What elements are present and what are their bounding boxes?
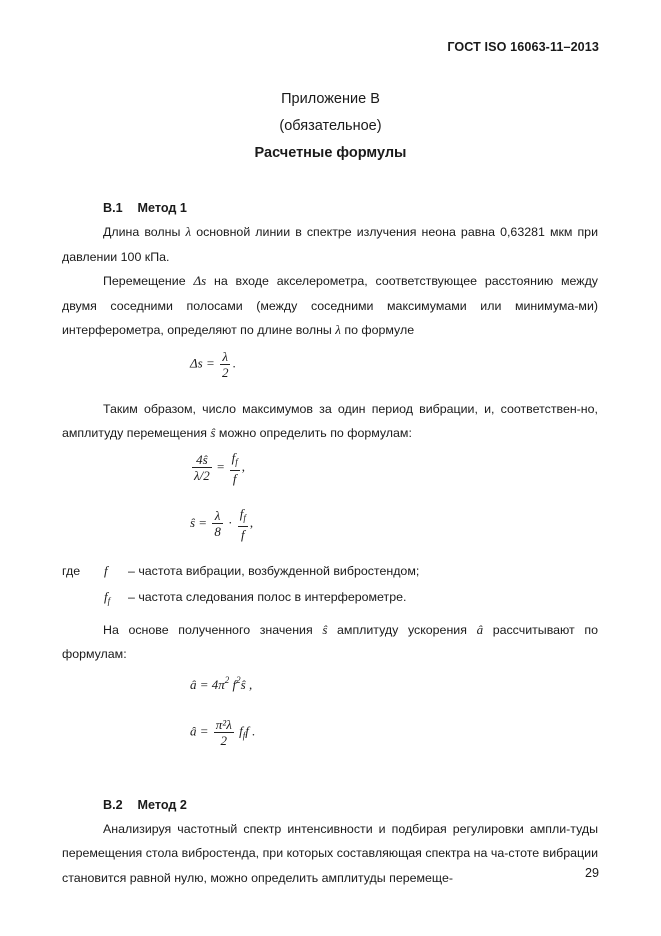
where-row-ff: $f_f$ – частота следования полос в интерферометре. — [62, 584, 598, 614]
where-label: где — [62, 563, 81, 578]
paragraph-wavelength: Длина волны λ основной линии в спектре излучения неона равна 0,63281 мкм при давлении 100 кПа. — [62, 224, 598, 264]
section-1-title: Метод 1 — [137, 201, 187, 215]
s-hat-symbol: ŝ — [322, 621, 328, 637]
paragraph-method-2: Анализируя частотный спектр интенсивности и подбирая регулировки ампли-туды перемещения стола вибростенда, при которых составляющая спектра на ча-стоте вибрации становится равной нулю, можно определить амплитуды перемеще- — [62, 821, 598, 885]
appendix-subject: Расчетные формулы — [254, 145, 407, 161]
section-1-number: В.1 — [103, 201, 123, 215]
document-body — [62, 196, 598, 890]
section-2-number: В.2 — [103, 797, 123, 812]
section-2-heading — [103, 793, 598, 817]
paragraph-max-count: Таким образом, число максимумов за один период вибрации, и, соответствен-но, амплитуду перемещения ŝ можно определить по формулам: — [62, 401, 598, 440]
where-row-f: где f – частота вибрации, возбужденной вибростендом; — [62, 558, 598, 584]
ff-symbol: $f_f$ — [104, 588, 111, 606]
delta-s-symbol: Δs — [193, 273, 207, 288]
formula-a-hat-1: â = $4\pi^2$ $f^2ŝ$ , — [190, 674, 253, 692]
f-symbol: f — [104, 562, 108, 578]
appendix-title — [0, 86, 661, 167]
lambda-symbol: λ — [335, 322, 341, 337]
section-1-heading — [103, 196, 598, 220]
standard-code: ГОСТ ISO 16063-11–2013 — [447, 40, 599, 54]
formula-a-hat-2: â = $\frac{\text{π²λ}}{2}$ $f_ff$ . — [190, 716, 256, 748]
appendix-status: (обязательное) — [279, 118, 382, 134]
a-hat-symbol: â — [476, 621, 484, 637]
lambda-symbol: λ — [185, 224, 192, 239]
s-hat-symbol: ŝ — [210, 425, 216, 440]
formula-s-hat: ŝ = $\frac{\lambda}{8}$ · $\frac{f_f}{f}$ , — [190, 505, 254, 542]
appendix-label: Приложение В — [281, 91, 380, 107]
section-2-title: Метод 2 — [137, 797, 187, 812]
paragraph-acceleration: На основе полученного значения ŝ амплитуду ускорения â рассчитывают по формулам: — [62, 621, 598, 661]
paragraph-displacement: Перемещение Δs на входе акселерометра, соответствующее расстоянию между двумя соседними полосами (между соседними максимумами или минимума-ми) интерферометра, определяют по длине волны λ по формуле — [62, 273, 599, 337]
page-number: 29 — [584, 866, 599, 880]
formula-delta-s: Δs = $\frac{\lambda}{2}$ . — [190, 348, 236, 380]
formula-fringe-ratio: $\frac{4ŝ}{\lambda/2}$ = $\frac{f_f}{f}$ , — [194, 449, 245, 486]
